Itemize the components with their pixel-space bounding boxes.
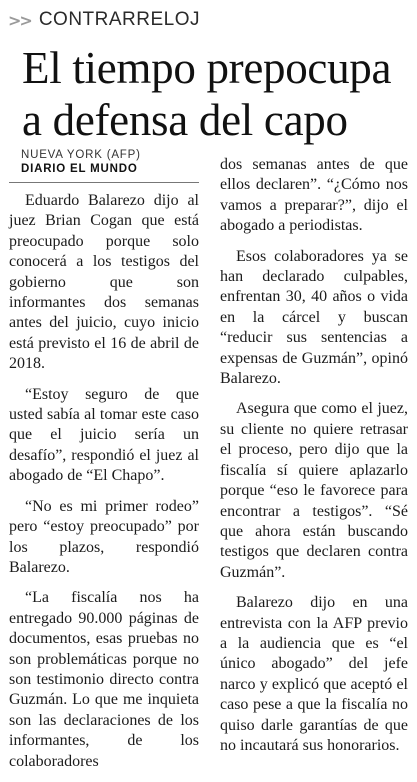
article-column-left	[9, 148, 199, 782]
dateline	[9, 148, 199, 176]
headline: El tiempo prepocupa a defensa del capo	[22, 43, 392, 145]
paragraph: “Estoy seguro de que usted sabía al tomar este caso que el juicio sería un desafío”, respondió el juez al abogado de “El Chapo”.	[9, 385, 199, 485]
dateline-source: DIARIO EL MUNDO	[21, 163, 138, 175]
paragraph: “No es mi primer rodeo” pero “estoy preocupado” por los plazos, respondió Balarezo.	[9, 497, 199, 576]
paragraph: Balarezo dijo en una entrevista con la AFP previo a la audiencia que es “el único abogado” del jefe narco y explicó que aceptó el caso pese a que la fiscalía no quiso darle garantías de que no incautará sus honorarios.	[220, 594, 408, 754]
chevron-right-icon: >>	[8, 10, 31, 30]
paragraph: “La fiscalía nos ha entregado 90.000 páginas de documentos, esas pruebas no son problemáticas porque no son testimonio directo contra Guzmán. Lo que me inquieta son las declaraciones de los informantes, de los colaboradores	[9, 589, 199, 770]
section-header	[8, 6, 200, 34]
section-label: CONTRARRELOJ	[38, 9, 200, 30]
paragraph: dos semanas antes de que ellos declaren”. “¿Cómo nos vamos a preparar?”, dijo el abogado a periodistas.	[220, 156, 408, 235]
article-column-right	[220, 155, 408, 766]
dateline-divider	[9, 182, 199, 183]
paragraph: Eduardo Balarezo dijo al juez Brian Cogan que está preocupado porque solo conocerá a los testigos del gobierno que son informantes dos semanas antes del juicio, cuyo inicio está previsto el 16 de abril de 2018.	[9, 192, 199, 373]
paragraph: Asegura que como el juez, su cliente no quiere retrasar el proceso, pero dijo que la fiscalía sí quiere aplazarlo porque “eso le favorece para encontrar a testigos”. “Sé que ahora están buscando testigos que declaren contra Guzmán”.	[220, 400, 408, 581]
paragraph: Esos colaboradores ya se han declarado culpables, enfrentan 30, 40 años o vida en la cárcel y buscan “reducir sus sentencias a expensas de Guzmán”, opinó Balarezo.	[220, 247, 408, 388]
dateline-location: NUEVA YORK (AFP)	[21, 149, 141, 161]
